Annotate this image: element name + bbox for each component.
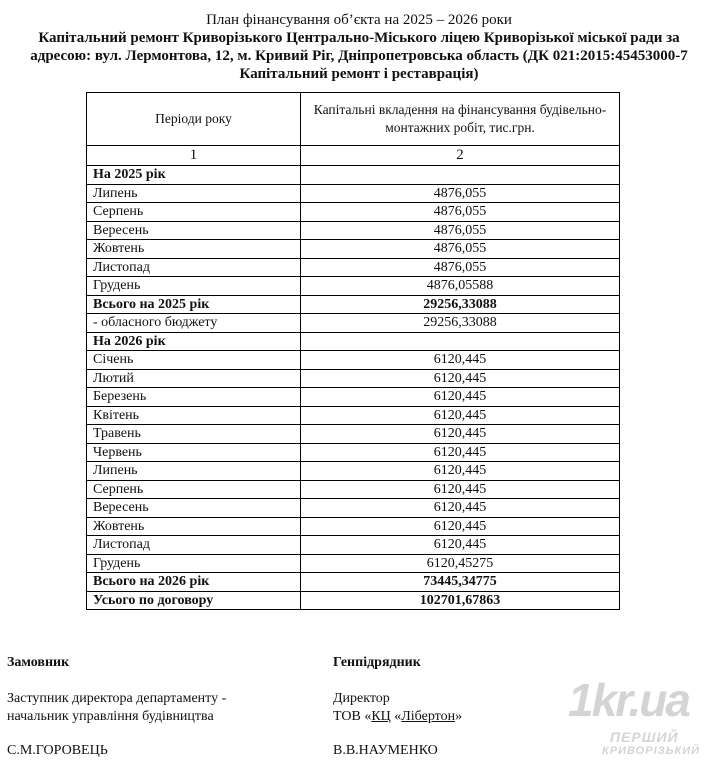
period-cell: На 2026 рік [87,332,301,351]
table-row [87,462,620,481]
amount-cell: 4876,055 [301,203,620,222]
period-cell: Грудень [87,554,301,573]
period-cell: Всього на 2026 рік [87,573,301,592]
period-cell: Жовтень [87,240,301,259]
period-cell: Липень [87,462,301,481]
amount-cell [301,166,620,185]
period-cell: Листопад [87,536,301,555]
company-mid: « [390,709,402,724]
watermark-logo-text: 1kr.ua [568,674,689,726]
amount-cell: 4876,055 [301,240,620,259]
customer-role: Замовник [7,655,70,670]
table-row [87,388,620,407]
amount-cell: 4876,055 [301,221,620,240]
amount-cell: 6120,445 [301,480,620,499]
amount-cell: 6120,445 [301,443,620,462]
table-row [87,277,620,296]
table-row [87,536,620,555]
document-subtitle [0,29,718,83]
period-cell: Липень [87,184,301,203]
table-row [87,166,620,185]
header-investments: Капітальні вкладення на фінансування будівельно-монтажних робіт, тис.грн. [301,93,620,146]
period-cell: Січень [87,351,301,370]
amount-cell: 6120,45275 [301,554,620,573]
amount-cell: 6120,445 [301,369,620,388]
document-title: План фінансування об’єкта на 2025 – 2026 роки [206,12,512,28]
company-name: Лібертон [401,709,456,724]
table-row [87,221,620,240]
amount-cell: 6120,445 [301,351,620,370]
amount-cell: 6120,445 [301,536,620,555]
customer-position-line2: начальник управління будівництва [7,709,214,724]
contractor-position-line2 [333,708,462,725]
contractor-name: В.В.НАУМЕНКО [333,743,438,758]
amount-cell: 6120,445 [301,462,620,481]
table-row [87,314,620,333]
table-row [87,203,620,222]
contractor-role: Генпідрядник [333,655,421,670]
table-row [87,517,620,536]
period-cell: Всього на 2025 рік [87,295,301,314]
amount-cell: 29256,33088 [301,314,620,333]
amount-cell: 102701,67863 [301,591,620,610]
table-row [87,554,620,573]
table-row [87,443,620,462]
column-number: 2 [301,146,620,166]
amount-cell: 73445,34775 [301,573,620,592]
table-row [87,240,620,259]
amount-cell: 4876,055 [301,258,620,277]
table-row [87,425,620,444]
period-cell: - обласного бюджету [87,314,301,333]
table-row [87,332,620,351]
company-prefix: ТОВ « [333,709,372,724]
table-row [87,295,620,314]
header-periods: Періоди року [87,93,301,146]
table-row [87,573,620,592]
period-cell: Лютий [87,369,301,388]
amount-cell: 4876,05588 [301,277,620,296]
amount-cell: 4876,055 [301,184,620,203]
period-cell: Серпень [87,203,301,222]
table-row [87,369,620,388]
company-kc: КЦ [371,709,391,724]
customer-position-line1: Заступник директора департаменту - [7,691,227,706]
period-cell: Грудень [87,277,301,296]
watermark-logo [566,673,716,777]
period-cell: Травень [87,425,301,444]
amount-cell: 6120,445 [301,406,620,425]
customer-name: С.М.ГОРОВЕЦЬ [7,743,108,758]
subtitle-line: Капітальний ремонт і реставрація) [239,66,479,82]
table-row [87,184,620,203]
amount-cell [301,332,620,351]
amount-cell: 6120,445 [301,425,620,444]
period-cell: Листопад [87,258,301,277]
company-suffix: » [455,709,463,724]
contractor-position-line1: Директор [333,691,390,706]
period-cell: Червень [87,443,301,462]
period-cell: Березень [87,388,301,407]
amount-cell: 6120,445 [301,388,620,407]
period-cell: Жовтень [87,517,301,536]
amount-cell: 6120,445 [301,499,620,518]
table-header-row [87,93,620,146]
period-cell: Вересень [87,499,301,518]
period-cell: Усього по договору [87,591,301,610]
subtitle-line: Капітальний ремонт Криворізького Центрально-Міського ліцею Криворізької міської ради за [38,30,680,46]
financing-table [86,92,620,610]
period-cell: Квітень [87,406,301,425]
amount-cell: 29256,33088 [301,295,620,314]
subtitle-line: адресою: вул. Лермонтова, 12, м. Кривий Ріг, Дніпропетровська область (ДК 021:2015:45453000-7 [30,48,688,64]
period-cell: Серпень [87,480,301,499]
table-row [87,480,620,499]
period-cell: На 2025 рік [87,166,301,185]
watermark-line1: ПЕРШИЙ [610,729,679,745]
amount-cell: 6120,445 [301,517,620,536]
period-cell: Вересень [87,221,301,240]
column-number-row [87,146,620,166]
table-row [87,258,620,277]
table-row [87,406,620,425]
table-row [87,591,620,610]
table-row [87,351,620,370]
watermark-line2: КРИВОРІЗЬКИЙ [602,745,701,757]
column-number: 1 [87,146,301,166]
table-row [87,499,620,518]
